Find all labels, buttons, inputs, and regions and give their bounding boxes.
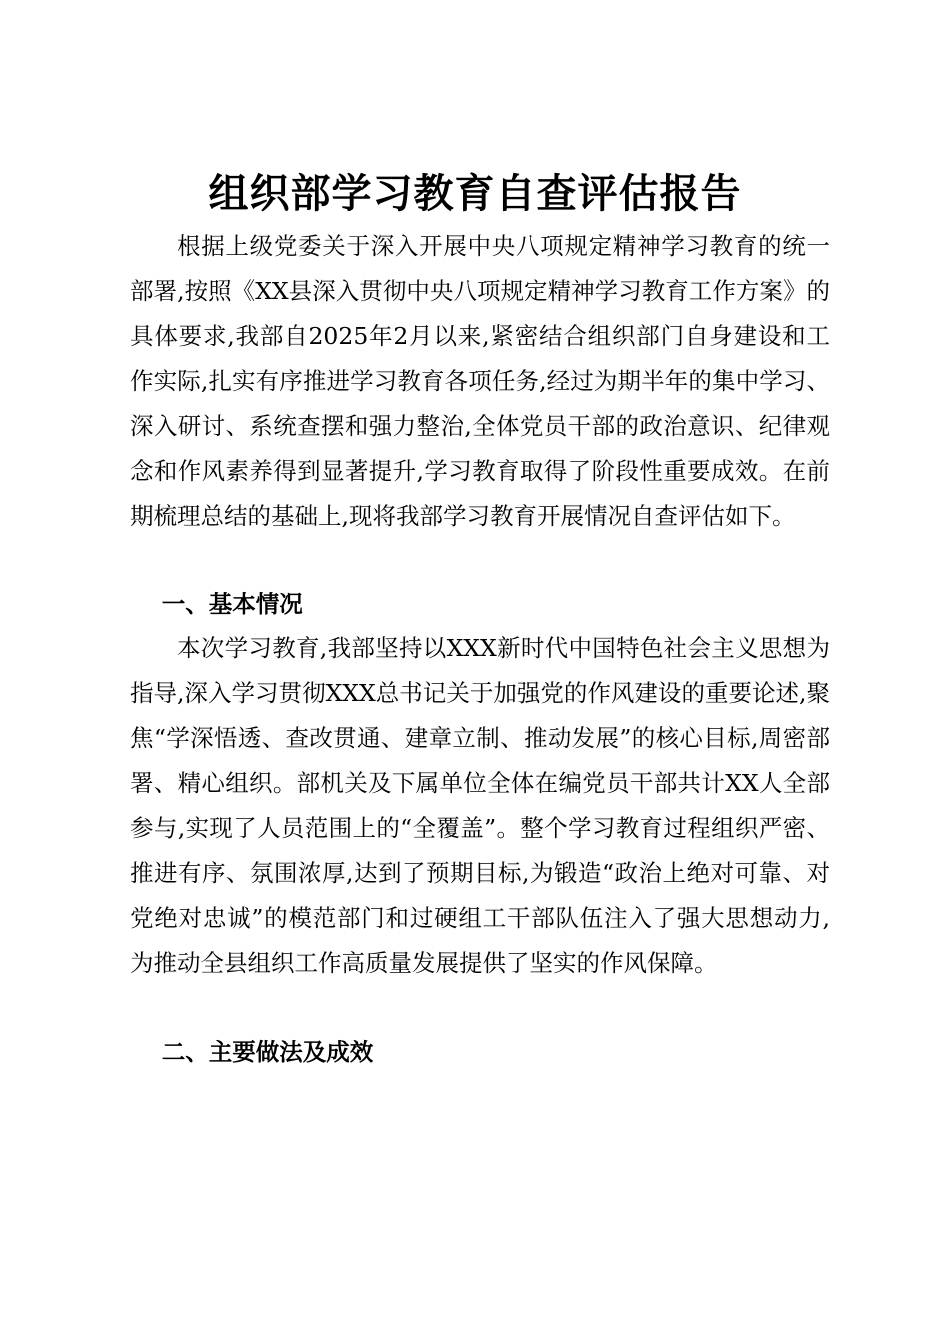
document-title: 组织部学习教育自查评估报告	[208, 171, 742, 217]
intro-paragraph: 根据上级党委关于深入开展中央八项规定精神学习教育的统一部署,按照《XX县深入贯彻中央八项规定精神学习教育工作方案》的具体要求,我部自2025年2月以来,紧密结合组织部门自身建设和工作实际,扎实有序推进学习教育各项任务,经过为期半年的集中学习、深入研讨、系统查摆和强力整治,全体党员干部的政治意识、纪律观念和作风素养得到显著提升,学习教育取得了阶段性重要成效。在前期梳理总结的基础上,现将我部学习教育开展情况自查评估如下。	[130, 232, 830, 530]
section-heading-basic-situation: 一、基本情况	[161, 590, 303, 618]
basic-situation-paragraph: 本次学习教育,我部坚持以XXX新时代中国特色社会主义思想为指导,深入学习贯彻XXX总书记关于加强党的作风建设的重要论述,聚焦“学深悟透、查改贯通、建章立制、推动发展”的核心目标,周密部署、精心组织。部机关及下属单位全体在编党员干部共计XX人全部参与,实现了人员范围上的“全覆盖”。整个学习教育过程组织严密、推进有序、氛围浓厚,达到了预期目标,为锻造“政治上绝对可靠、对党绝对忠诚”的模范部门和过硬组工干部队伍注入了强大思想动力,为推动全县组织工作高质量发展提供了坚实的作风保障。	[130, 634, 830, 977]
section-heading-main-practices: 二、主要做法及成效	[161, 1038, 374, 1066]
